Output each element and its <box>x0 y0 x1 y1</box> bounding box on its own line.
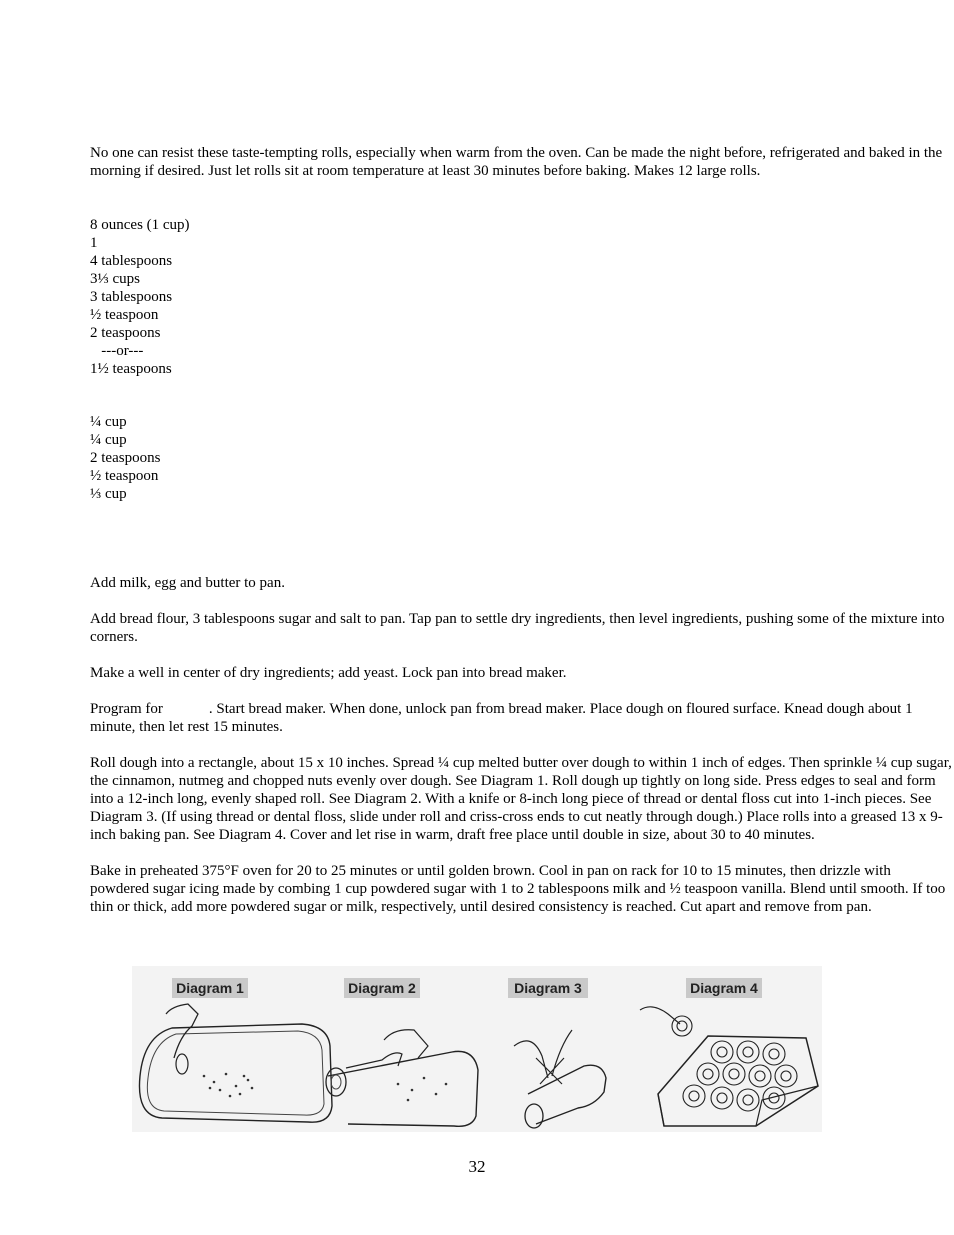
diagram-1-label: Diagram 1 <box>176 980 244 996</box>
ingredient-amount: 4 tablespoons <box>90 253 173 269</box>
step-2: Add bread flour, 3 tablespoons sugar and salt to pan. Tap pan to settle dry ingredients, then level ingredients, pushing some of the mixture into corners. <box>90 611 945 645</box>
dough-ingredient-list <box>90 216 190 378</box>
recipe-intro: No one can resist these taste-tempting rolls, especially when warm from the oven. Can be made the night before, refrigerated and baked in the morning if desired. Just let rolls sit at room temperature at least 30 minutes before baking. Makes 12 large rolls. <box>90 145 943 179</box>
diagram-illustration <box>132 966 822 1132</box>
diagram-4 <box>640 978 818 1126</box>
ingredient-amount: ½ teaspoon <box>90 468 159 484</box>
diagram-2-label: Diagram 2 <box>348 980 416 996</box>
diagram-2 <box>326 978 478 1126</box>
ingredient-or-separator: ---or--- <box>90 343 144 359</box>
diagram-1 <box>139 978 332 1122</box>
ingredient-amount: 1 <box>90 235 98 251</box>
ingredient-amount: 2 teaspoons <box>90 325 161 341</box>
step-5: Roll dough into a rectangle, about 15 x 10 inches. Spread ¼ cup melted butter over dough to within 1 inch of edges. Then sprinkle ¼ cup sugar, the cinnamon, nutmeg and chopped nuts evenly over dough. See Diagram 1. Roll dough up tightly on long side. Press edges to seal and form into a 12-inch long, evenly shaped roll. See Diagram 2. With a knife or 8-inch long piece of thread or dental floss cut into 1-inch pieces. See Diagram 3. (If using thread or dental floss, slide under roll and criss-cross ends to cut neatly through dough.) Place rolls into a greased 13 x 9- inch baking pan. See Diagram 4. Cover and let rise in warm, draft free place until double in size, about 30 to 40 minutes. <box>90 755 952 843</box>
step-4-text: . Start bread maker. When done, unlock pan from bread maker. Place dough on floured surface. Knead dough about 1 minute, then let rest 15 minutes. <box>90 701 913 735</box>
step-4-prefix: Program for <box>90 701 163 717</box>
ingredient-amount: 8 ounces (1 cup) <box>90 217 190 233</box>
filling-ingredient-list <box>90 413 160 503</box>
ingredient-amount: 1½ teaspoons <box>90 361 172 377</box>
ingredient-amount: 3 tablespoons <box>90 289 173 305</box>
ingredient-amount: ¼ cup <box>90 414 127 430</box>
step-4 <box>90 700 952 736</box>
page-number: 32 <box>468 1157 486 1176</box>
ingredient-amount: ½ teaspoon <box>90 307 159 323</box>
step-3: Make a well in center of dry ingredients; add yeast. Lock pan into bread maker. <box>90 665 567 681</box>
diagram-4-label: Diagram 4 <box>690 980 758 996</box>
instructions <box>90 574 952 934</box>
step-6: Bake in preheated 375°F oven for 20 to 25 minutes or until golden brown. Cool in pan on rack for 10 to 15 minutes, then drizzle with powdered sugar icing made by combing 1 cup powdered sugar with 1 to 2 tablespoons milk and ½ teaspoon vanilla. Blend until smooth. If too thin or thick, add more powdered sugar or milk, respectively, until desired consistency is reached. Cut apart and remove from pan. <box>90 863 946 915</box>
ingredient-amount: 3⅓ cups <box>90 271 140 287</box>
diagram-3-label: Diagram 3 <box>514 980 582 996</box>
ingredient-amount: 2 teaspoons <box>90 450 161 466</box>
step-1: Add milk, egg and butter to pan. <box>90 575 285 591</box>
ingredient-amount: ¼ cup <box>90 432 127 448</box>
ingredient-amount: ⅓ cup <box>90 486 127 502</box>
diagram-3 <box>508 978 606 1128</box>
